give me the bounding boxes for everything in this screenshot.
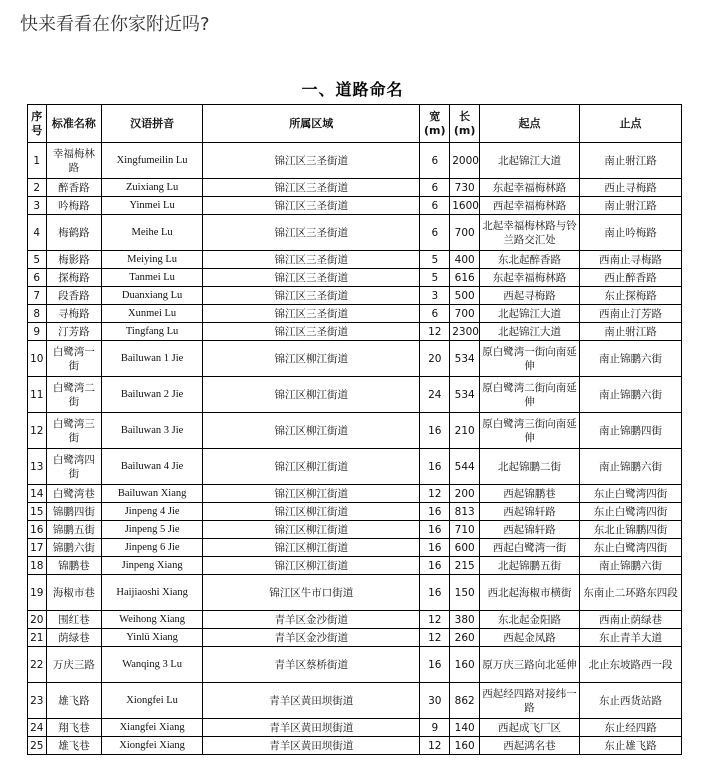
start-cell: 原白鹭湾一街向南延伸 — [480, 341, 580, 377]
header-end: 止点 — [579, 105, 681, 143]
name-cell: 白鹭湾四街 — [46, 449, 102, 485]
name-cell: 段香路 — [46, 287, 102, 305]
area-cell: 锦江区柳江街道 — [203, 521, 420, 539]
idx-cell: 19 — [28, 575, 47, 611]
width-cell: 12 — [420, 485, 450, 503]
length-cell: 160 — [450, 647, 480, 683]
table-row — [28, 305, 682, 323]
length-cell: 710 — [450, 521, 480, 539]
pinyin-cell: Jinpeng 4 Jie — [102, 503, 203, 521]
area-cell: 锦江区三圣街道 — [203, 269, 420, 287]
table-row — [28, 197, 682, 215]
start-cell: 西起锦轩路 — [480, 503, 580, 521]
idx-cell: 4 — [28, 215, 47, 251]
pinyin-cell: Wanqing 3 Lu — [102, 647, 203, 683]
width-cell: 5 — [420, 251, 450, 269]
name-cell: 围红巷 — [46, 611, 102, 629]
length-cell: 150 — [450, 575, 480, 611]
length-cell: 534 — [450, 377, 480, 413]
length-cell: 730 — [450, 179, 480, 197]
header-name: 标准名称 — [46, 105, 102, 143]
length-cell: 2000 — [450, 143, 480, 179]
header-length: 长 (m) — [450, 105, 480, 143]
length-cell: 500 — [450, 287, 480, 305]
table-row — [28, 611, 682, 629]
end-cell: 南止锦鹏六街 — [579, 341, 681, 377]
start-cell: 原白鹭湾三街向南延伸 — [480, 413, 580, 449]
idx-cell: 5 — [28, 251, 47, 269]
name-cell: 雄飞路 — [46, 683, 102, 719]
area-cell: 锦江区柳江街道 — [203, 485, 420, 503]
idx-cell: 22 — [28, 647, 47, 683]
start-cell: 原白鹭湾二街向南延伸 — [480, 377, 580, 413]
table-row — [28, 647, 682, 683]
length-cell: 380 — [450, 611, 480, 629]
end-cell: 南止锦鹏六街 — [579, 557, 681, 575]
table-row — [28, 413, 682, 449]
area-cell: 锦江区三圣街道 — [203, 323, 420, 341]
name-cell: 醉香路 — [46, 179, 102, 197]
start-cell: 东起幸福梅林路 — [480, 179, 580, 197]
start-cell: 北起锦鹏二街 — [480, 449, 580, 485]
length-cell: 140 — [450, 719, 480, 737]
width-cell: 30 — [420, 683, 450, 719]
pinyin-cell: Yinmei Lu — [102, 197, 203, 215]
pinyin-cell: Tingfang Lu — [102, 323, 203, 341]
width-cell: 6 — [420, 179, 450, 197]
start-cell: 西起锦鹏巷 — [480, 485, 580, 503]
idx-cell: 18 — [28, 557, 47, 575]
idx-cell: 25 — [28, 737, 47, 755]
pinyin-cell: Meihe Lu — [102, 215, 203, 251]
length-cell: 1600 — [450, 197, 480, 215]
width-cell: 6 — [420, 215, 450, 251]
table-row — [28, 503, 682, 521]
start-cell: 北起锦江大道 — [480, 305, 580, 323]
end-cell: 东止白鹭湾四街 — [579, 503, 681, 521]
name-cell: 锦鹏五街 — [46, 521, 102, 539]
name-cell: 翔飞巷 — [46, 719, 102, 737]
start-cell: 西起寻梅路 — [480, 287, 580, 305]
idx-cell: 9 — [28, 323, 47, 341]
width-cell: 12 — [420, 737, 450, 755]
end-cell: 东止经四路 — [579, 719, 681, 737]
table-row — [28, 377, 682, 413]
end-cell: 东止白鹭湾四街 — [579, 539, 681, 557]
length-cell: 813 — [450, 503, 480, 521]
end-cell: 东北止锦鹏四街 — [579, 521, 681, 539]
end-cell: 东止白鹭湾四街 — [579, 485, 681, 503]
end-cell: 东止探梅路 — [579, 287, 681, 305]
idx-cell: 24 — [28, 719, 47, 737]
end-cell: 西止醉香路 — [579, 269, 681, 287]
length-cell: 544 — [450, 449, 480, 485]
table-row — [28, 683, 682, 719]
area-cell: 锦江区三圣街道 — [203, 305, 420, 323]
pinyin-cell: Jinpeng 5 Jie — [102, 521, 203, 539]
table-row — [28, 629, 682, 647]
idx-cell: 2 — [28, 179, 47, 197]
area-cell: 锦江区三圣街道 — [203, 287, 420, 305]
name-cell: 白鹭湾三街 — [46, 413, 102, 449]
area-cell: 锦江区柳江街道 — [203, 557, 420, 575]
width-cell: 16 — [420, 449, 450, 485]
idx-cell: 16 — [28, 521, 47, 539]
pinyin-cell: Bailuwan 3 Jie — [102, 413, 203, 449]
length-cell: 260 — [450, 629, 480, 647]
length-cell: 215 — [450, 557, 480, 575]
end-cell: 东南止二环路东四段 — [579, 575, 681, 611]
start-cell: 北起锦江大道 — [480, 323, 580, 341]
table-row — [28, 557, 682, 575]
length-cell: 160 — [450, 737, 480, 755]
pinyin-cell: Weihong Xiang — [102, 611, 203, 629]
intro-text: 快来看看在你家附近吗? — [20, 14, 210, 35]
end-cell: 东止青羊大道 — [579, 629, 681, 647]
start-cell: 西起成飞厂区 — [480, 719, 580, 737]
end-cell: 西南止寻梅路 — [579, 251, 681, 269]
width-cell: 16 — [420, 521, 450, 539]
pinyin-cell: Xiongfei Lu — [102, 683, 203, 719]
start-cell: 西起鸿名巷 — [480, 737, 580, 755]
idx-cell: 6 — [28, 269, 47, 287]
name-cell: 幸福梅林路 — [46, 143, 102, 179]
end-cell: 南止驸江路 — [579, 143, 681, 179]
pinyin-cell: Jinpeng Xiang — [102, 557, 203, 575]
table-row — [28, 287, 682, 305]
start-cell: 西起幸福梅林路 — [480, 197, 580, 215]
width-cell: 24 — [420, 377, 450, 413]
area-cell: 锦江区三圣街道 — [203, 215, 420, 251]
header-pinyin: 汉语拼音 — [102, 105, 203, 143]
start-cell: 东北起醉香路 — [480, 251, 580, 269]
section-title: 一、道路命名 — [301, 80, 404, 99]
area-cell: 青羊区蔡桥街道 — [203, 647, 420, 683]
area-cell: 锦江区三圣街道 — [203, 251, 420, 269]
length-cell: 862 — [450, 683, 480, 719]
length-cell: 2300 — [450, 323, 480, 341]
name-cell: 寻梅路 — [46, 305, 102, 323]
width-cell: 12 — [420, 611, 450, 629]
start-cell: 西北起海椒市横街 — [480, 575, 580, 611]
start-cell: 西起锦轩路 — [480, 521, 580, 539]
pinyin-cell: Tanmei Lu — [102, 269, 203, 287]
width-cell: 16 — [420, 575, 450, 611]
area-cell: 锦江区柳江街道 — [203, 377, 420, 413]
area-cell: 锦江区柳江街道 — [203, 539, 420, 557]
start-cell: 原万庆三路向北延伸 — [480, 647, 580, 683]
name-cell: 探梅路 — [46, 269, 102, 287]
table-row — [28, 215, 682, 251]
length-cell: 616 — [450, 269, 480, 287]
header-idx: 序号 — [28, 105, 47, 143]
pinyin-cell: Xunmei Lu — [102, 305, 203, 323]
start-cell: 北起幸福梅林路与铃兰路交汇处 — [480, 215, 580, 251]
header-width: 宽 (m) — [420, 105, 450, 143]
header-start: 起点 — [480, 105, 580, 143]
idx-cell: 8 — [28, 305, 47, 323]
area-cell: 锦江区柳江街道 — [203, 413, 420, 449]
name-cell: 雄飞巷 — [46, 737, 102, 755]
name-cell: 梅影路 — [46, 251, 102, 269]
width-cell: 6 — [420, 305, 450, 323]
pinyin-cell: Bailuwan 4 Jie — [102, 449, 203, 485]
pinyin-cell: Meiying Lu — [102, 251, 203, 269]
width-cell: 16 — [420, 557, 450, 575]
width-cell: 3 — [420, 287, 450, 305]
width-cell: 20 — [420, 341, 450, 377]
area-cell: 锦江区三圣街道 — [203, 143, 420, 179]
table-row — [28, 341, 682, 377]
width-cell: 6 — [420, 197, 450, 215]
pinyin-cell: Duanxiang Lu — [102, 287, 203, 305]
start-cell: 西起金凤路 — [480, 629, 580, 647]
end-cell: 南止锦鹏六街 — [579, 449, 681, 485]
name-cell: 锦鹏巷 — [46, 557, 102, 575]
pinyin-cell: Bailuwan 2 Jie — [102, 377, 203, 413]
area-cell: 锦江区柳江街道 — [203, 341, 420, 377]
start-cell: 北起锦鹏五街 — [480, 557, 580, 575]
name-cell: 白鹭湾巷 — [46, 485, 102, 503]
idx-cell: 10 — [28, 341, 47, 377]
road-naming-table — [27, 104, 682, 755]
length-cell: 400 — [450, 251, 480, 269]
start-cell: 东起幸福梅林路 — [480, 269, 580, 287]
area-cell: 青羊区黄田坝街道 — [203, 737, 420, 755]
end-cell: 南止锦鹏四街 — [579, 413, 681, 449]
length-cell: 200 — [450, 485, 480, 503]
width-cell: 12 — [420, 629, 450, 647]
area-cell: 锦江区柳江街道 — [203, 503, 420, 521]
idx-cell: 15 — [28, 503, 47, 521]
start-cell: 西起经四路对接纬一路 — [480, 683, 580, 719]
end-cell: 西南止荫绿巷 — [579, 611, 681, 629]
table-row — [28, 737, 682, 755]
table-row — [28, 323, 682, 341]
area-cell: 青羊区黄田坝街道 — [203, 683, 420, 719]
pinyin-cell: Xiongfei Xiang — [102, 737, 203, 755]
name-cell: 白鹭湾一街 — [46, 341, 102, 377]
idx-cell: 14 — [28, 485, 47, 503]
area-cell: 锦江区三圣街道 — [203, 179, 420, 197]
pinyin-cell: Xingfumeilin Lu — [102, 143, 203, 179]
width-cell: 6 — [420, 143, 450, 179]
end-cell: 南止驸江路 — [579, 197, 681, 215]
end-cell: 南止锦鹏六街 — [579, 377, 681, 413]
pinyin-cell: Jinpeng 6 Jie — [102, 539, 203, 557]
name-cell: 梅鹤路 — [46, 215, 102, 251]
pinyin-cell: Yinlü Xiang — [102, 629, 203, 647]
end-cell: 东止雄飞路 — [579, 737, 681, 755]
table-row — [28, 575, 682, 611]
start-cell: 北起锦江大道 — [480, 143, 580, 179]
pinyin-cell: Zuixiang Lu — [102, 179, 203, 197]
start-cell: 东北起金阳路 — [480, 611, 580, 629]
end-cell: 南止吟梅路 — [579, 215, 681, 251]
idx-cell: 21 — [28, 629, 47, 647]
pinyin-cell: Bailuwan Xiang — [102, 485, 203, 503]
width-cell: 12 — [420, 323, 450, 341]
idx-cell: 7 — [28, 287, 47, 305]
idx-cell: 20 — [28, 611, 47, 629]
name-cell: 吟梅路 — [46, 197, 102, 215]
name-cell: 锦鹏四街 — [46, 503, 102, 521]
table-row — [28, 485, 682, 503]
name-cell: 锦鹏六街 — [46, 539, 102, 557]
header-area: 所属区域 — [203, 105, 420, 143]
width-cell: 16 — [420, 413, 450, 449]
pinyin-cell: Haijiaoshi Xiang — [102, 575, 203, 611]
table-row — [28, 251, 682, 269]
end-cell: 西止寻梅路 — [579, 179, 681, 197]
idx-cell: 12 — [28, 413, 47, 449]
length-cell: 210 — [450, 413, 480, 449]
area-cell: 锦江区柳江街道 — [203, 449, 420, 485]
width-cell: 5 — [420, 269, 450, 287]
idx-cell: 13 — [28, 449, 47, 485]
length-cell: 534 — [450, 341, 480, 377]
table-row — [28, 269, 682, 287]
width-cell: 9 — [420, 719, 450, 737]
pinyin-cell: Xiangfei Xiang — [102, 719, 203, 737]
table-row — [28, 449, 682, 485]
area-cell: 青羊区金沙街道 — [203, 611, 420, 629]
length-cell: 700 — [450, 215, 480, 251]
length-cell: 700 — [450, 305, 480, 323]
idx-cell: 17 — [28, 539, 47, 557]
start-cell: 西起白鹭湾一街 — [480, 539, 580, 557]
idx-cell: 11 — [28, 377, 47, 413]
end-cell: 东止西货站路 — [579, 683, 681, 719]
width-cell: 16 — [420, 647, 450, 683]
name-cell: 万庆三路 — [46, 647, 102, 683]
end-cell: 西南止汀芳路 — [579, 305, 681, 323]
length-cell: 600 — [450, 539, 480, 557]
area-cell: 青羊区金沙街道 — [203, 629, 420, 647]
idx-cell: 3 — [28, 197, 47, 215]
name-cell: 荫绿巷 — [46, 629, 102, 647]
table-row — [28, 143, 682, 179]
width-cell: 16 — [420, 503, 450, 521]
table-header-row — [28, 105, 682, 143]
area-cell: 锦江区三圣街道 — [203, 197, 420, 215]
idx-cell: 23 — [28, 683, 47, 719]
table-row — [28, 179, 682, 197]
table-row — [28, 521, 682, 539]
name-cell: 海椒市巷 — [46, 575, 102, 611]
table-row — [28, 719, 682, 737]
area-cell: 青羊区黄田坝街道 — [203, 719, 420, 737]
name-cell: 汀芳路 — [46, 323, 102, 341]
end-cell: 北止东坡路西一段 — [579, 647, 681, 683]
width-cell: 16 — [420, 539, 450, 557]
area-cell: 锦江区牛市口街道 — [203, 575, 420, 611]
name-cell: 白鹭湾二街 — [46, 377, 102, 413]
end-cell: 南止驸江路 — [579, 323, 681, 341]
pinyin-cell: Bailuwan 1 Jie — [102, 341, 203, 377]
idx-cell: 1 — [28, 143, 47, 179]
table-row — [28, 539, 682, 557]
